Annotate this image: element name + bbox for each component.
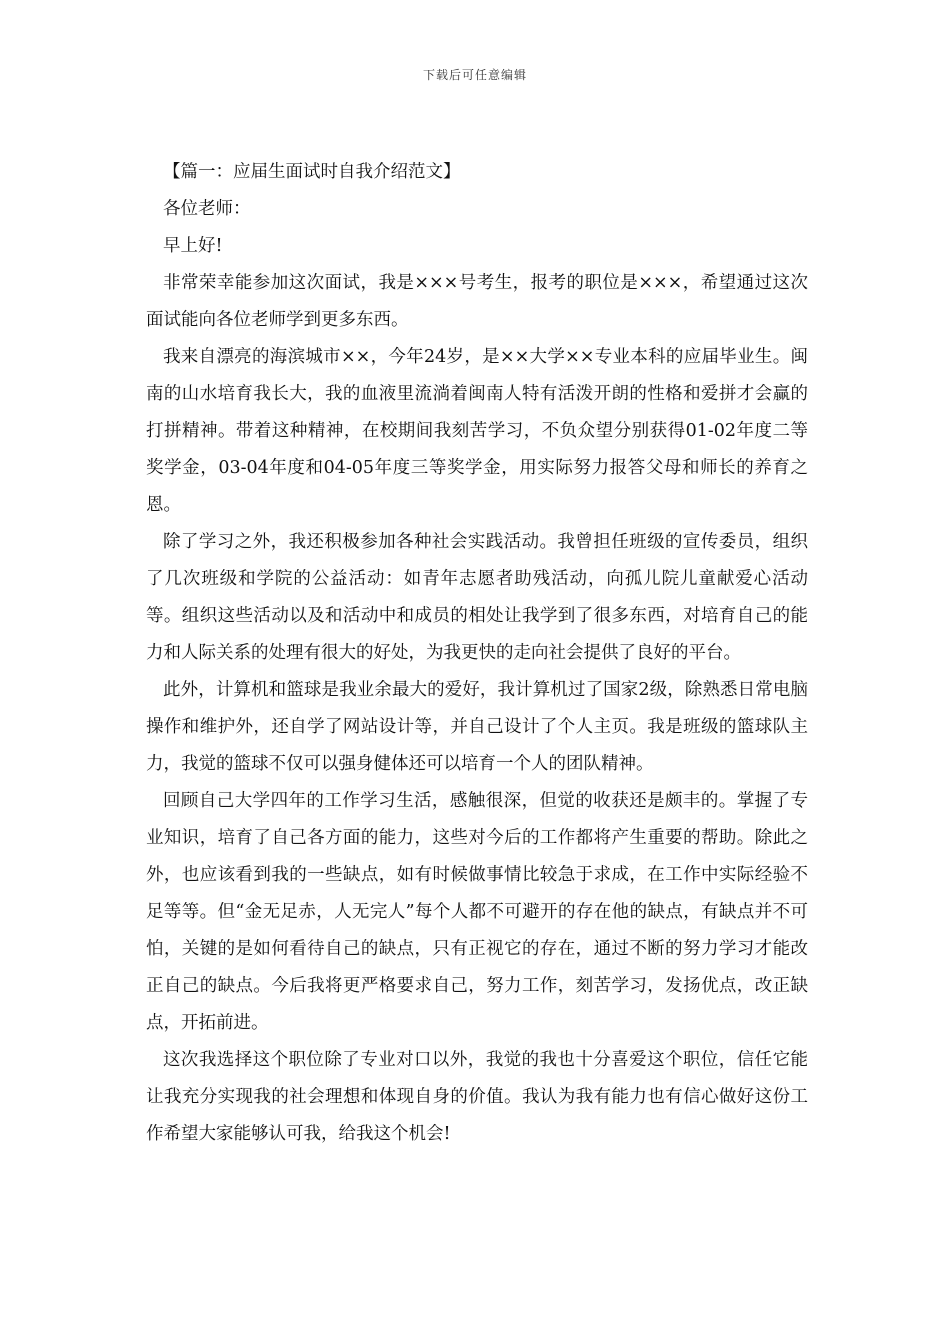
paragraph-reflection: 回顾自己大学四年的工作学习生活，感触很深，但觉的收获还是颇丰的。掌握了专业知识，培育了自己各方面的能力，这些对今后的工作都将产生重要的帮助。除此之外，也应该看到我的一些缺点，如有时候做事情比较急于求成，在工作中实际经验不足等等。但“金无足赤，人无完人”每个人都不可避开的存在他的缺点，有缺点并不可怕，关键的是如何看待自己的缺点，只有正视它的存在，通过不断的努力学习才能改正自己的缺点。今后我将更严格要求自己，努力工作，刻苦学习，发扬优点，改正缺点，开拓前进。 (146, 791, 808, 1033)
greeting: 早上好! (163, 236, 223, 256)
paragraph-closing: 这次我选择这个职位除了专业对口以外，我觉的我也十分喜爱这个职位，信任它能让我充分实现我的社会理想和体现自身的价值。我认为我有能力也有信心做好这份工作希望大家能够认可我，给我这个机会! (146, 1050, 808, 1144)
paragraph-background: 我来自漂亮的海滨城市××，今年24岁，是××大学××专业本科的应届毕业生。闽南的山水培育我长大，我的血液里流淌着闽南人特有活泼开朗的性格和爱拼才会赢的打拼精神。带着这种精神，在校期间我刻苦学习，不负众望分别获得01-02年度二等奖学金，03-04年度和04-05年度三等奖学金，用实际努力报答父母和师长的养育之恩。 (146, 347, 808, 515)
page-header-note: 下载后可任意编辑 (422, 68, 527, 82)
document-title: 【篇一：应届生面试时自我介绍范文】 (163, 162, 461, 182)
paragraph-activities: 除了学习之外，我还积极参加各种社会实践活动。我曾担任班级的宣传委员，组织了几次班级和学院的公益活动：如青年志愿者助残活动，向孤儿院儿童献爱心活动等。组织这些活动以及和活动中和成员的相处让我学到了很多东西，对培育自己的能力和人际关系的处理有很大的好处，为我更快的走向社会提供了良好的平台。 (146, 532, 808, 663)
salutation: 各位老师： (163, 199, 251, 219)
document-body (146, 154, 808, 1153)
paragraph-hobbies: 此外，计算机和篮球是我业余最大的爱好，我计算机过了国家2级，除熟悉日常电脑操作和维护外，还自学了网站设计等，并自己设计了个人主页。我是班级的篮球队主力，我觉的篮球不仅可以强身健体还可以培育一个人的团队精神。 (146, 680, 808, 774)
paragraph-intro: 非常荣幸能参加这次面试，我是×××号考生，报考的职位是×××，希望通过这次面试能向各位老师学到更多东西。 (146, 273, 808, 330)
